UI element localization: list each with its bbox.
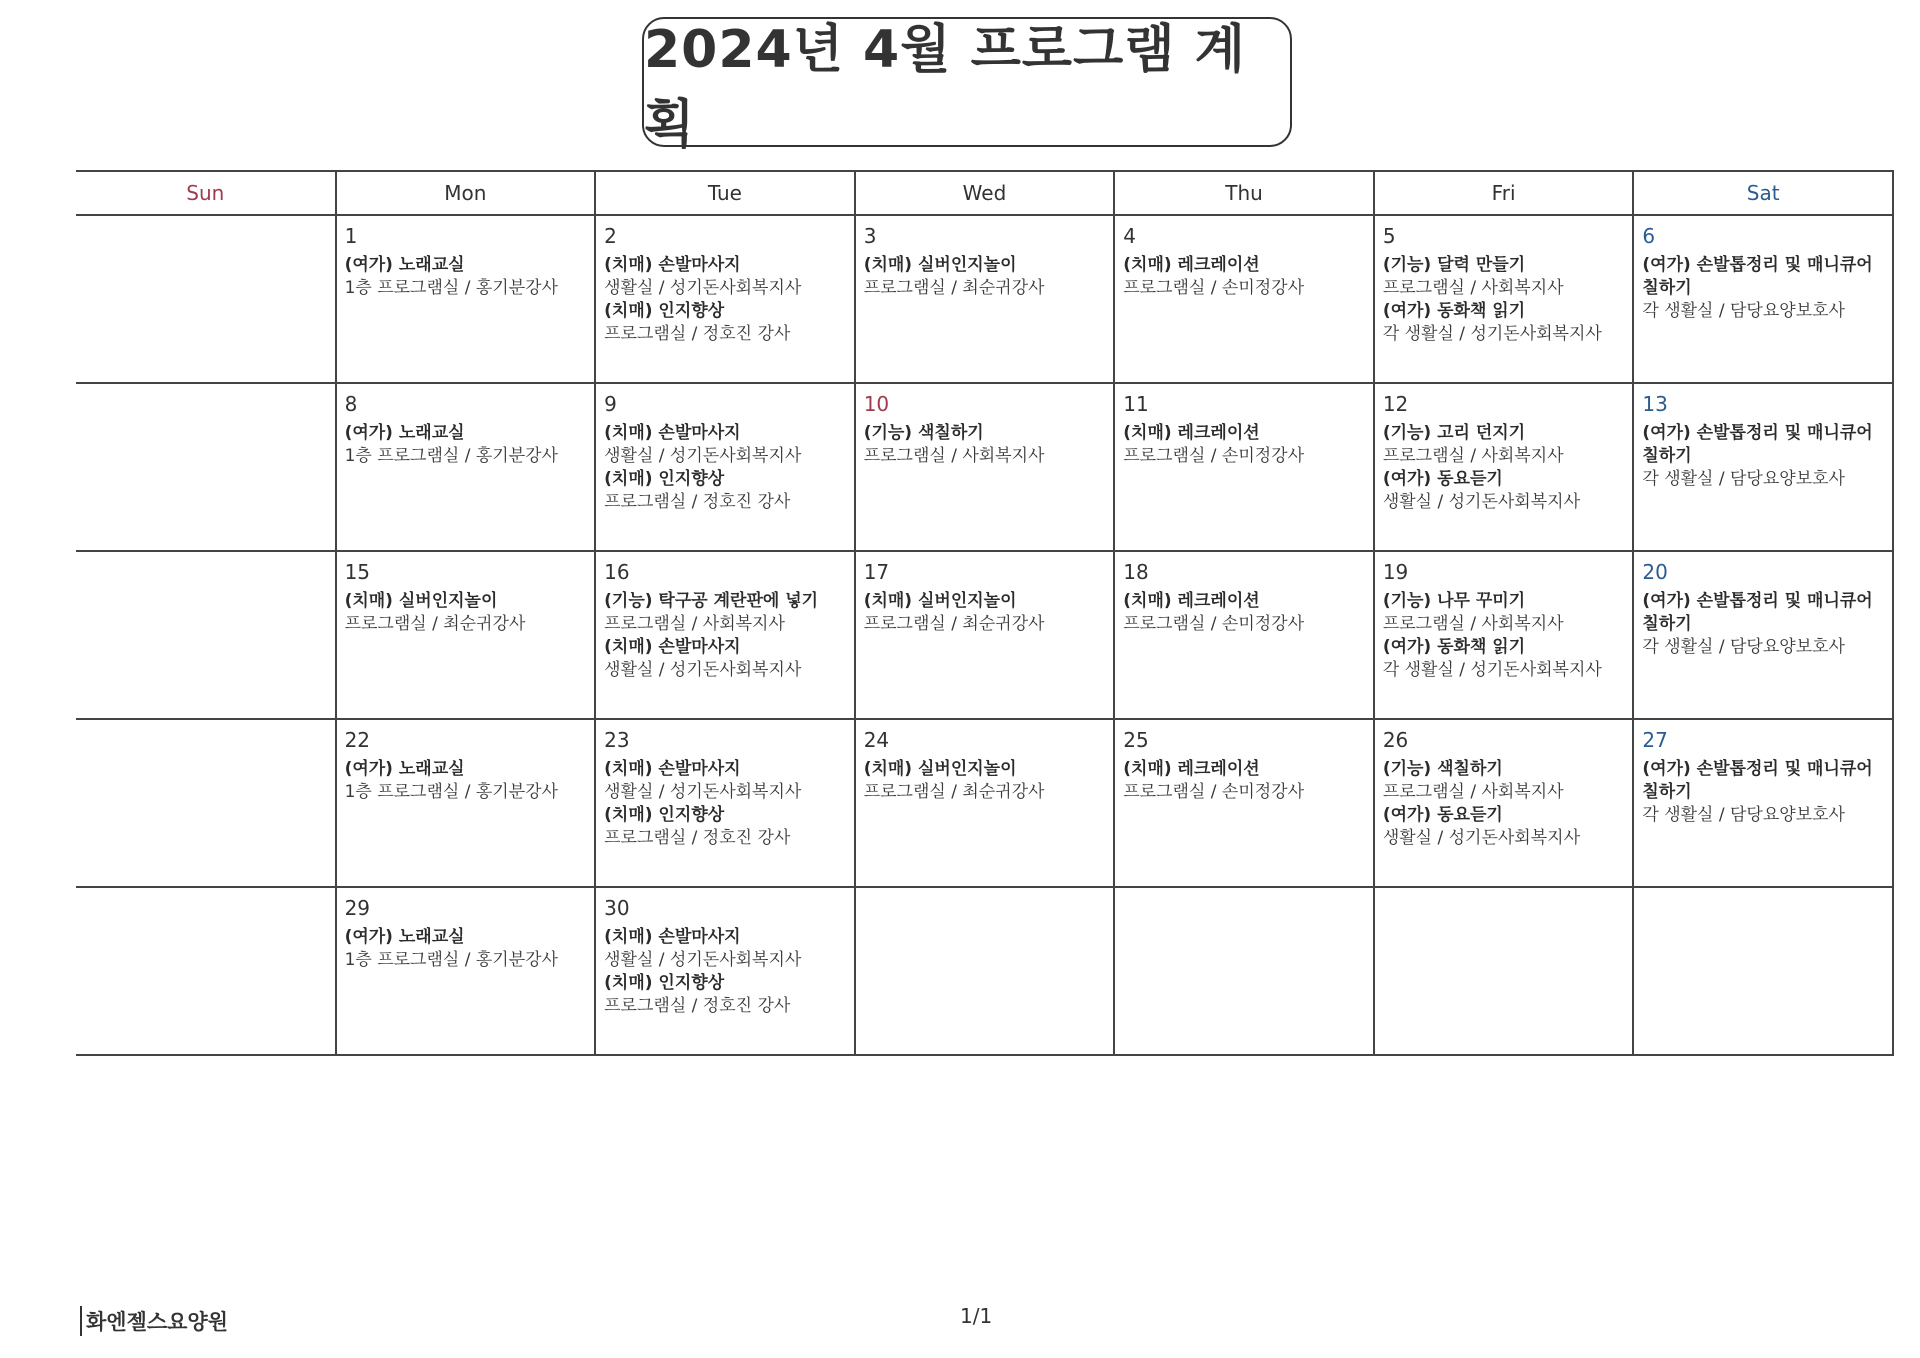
event-place: 각 생활실 / 담당요양보호사 [1642,301,1845,321]
day-cell [76,887,336,1055]
day-cell [76,215,336,383]
event-place: 프로그램실 / 손미정강사 [1123,446,1305,466]
event-title: (기능) 고리 던지기 [1382,423,1526,443]
event-title: (치매) 인지향상 [604,301,725,321]
day-number: 2 [604,224,617,248]
event-place: 프로그램실 / 정호진 강사 [604,492,791,512]
day-cell [855,383,1115,551]
day-cell [336,887,596,1055]
event-place: 생활실 / 성기돈사회복지사 [604,446,802,466]
day-number: 5 [1382,224,1396,248]
day-number: 16 [604,560,630,584]
event-place: 프로그램실 / 최순귀강사 [863,782,1045,802]
day-cell [76,383,336,551]
event-place: 프로그램실 / 손미정강사 [1123,278,1305,298]
day-cell [595,383,855,551]
day-number: 19 [1382,560,1409,584]
day-cell [76,551,336,719]
event-place: 각 생활실 / 담당요양보호사 [1642,469,1845,489]
weekday-fri: Fri [1374,171,1634,215]
weekday-header-row [76,171,1893,215]
event-place: 프로그램실 / 정호진 강사 [604,828,791,848]
week-row [76,215,1893,383]
day-number: 12 [1382,392,1409,416]
event-place: 프로그램실 / 사회복지사 [1382,278,1564,298]
day-cell [595,215,855,383]
week-row [76,887,1893,1055]
event-place: 생활실 / 성기돈사회복지사 [604,782,802,802]
event-title: (여가) 손발톱정리 및 매니큐어칠하기 [1642,591,1873,634]
week-row [76,551,1893,719]
event-title: (기능) 색칠하기 [1382,759,1503,779]
event-title: (치매) 레크레이션 [1123,591,1260,611]
event-place: 생활실 / 성기돈사회복지사 [604,950,802,970]
day-cell [1114,551,1374,719]
event-title: (기능) 나무 꾸미기 [1382,591,1526,611]
day-number: 30 [604,896,630,920]
day-number: 26 [1382,728,1409,752]
day-cell [1114,383,1374,551]
week-row [76,383,1893,551]
week-row [76,719,1893,887]
day-cell [76,719,336,887]
day-cell [1374,383,1634,551]
weekday-wed: Wed [855,171,1115,215]
event-place: 각 생활실 / 성기돈사회복지사 [1382,660,1602,680]
day-cell [595,551,855,719]
day-number: 15 [344,560,371,584]
event-title: (치매) 실버인지놀이 [863,591,1017,611]
title-box [642,17,1292,155]
event-title: (치매) 인지향상 [604,469,725,489]
event-place: 각 생활실 / 담당요양보호사 [1642,805,1845,825]
event-place: 프로그램실 / 손미정강사 [1123,782,1305,802]
day-cell [1114,719,1374,887]
event-title: (치매) 손발마사지 [604,759,741,779]
event-place: 생활실 / 성기돈사회복지사 [604,660,802,680]
day-number: 8 [344,392,358,416]
event-title: (치매) 실버인지놀이 [863,255,1017,275]
day-number: 23 [604,728,630,752]
event-title: (여가) 동요듣기 [1382,805,1503,825]
event-title: (기능) 탁구공 계란판에 넣기 [604,591,819,611]
event-place: 프로그램실 / 사회복지사 [863,446,1045,466]
day-cell [1633,551,1893,719]
event-title: (여가) 동요듣기 [1382,469,1503,489]
event-place: 각 생활실 / 성기돈사회복지사 [1382,324,1602,344]
day-number: 29 [344,896,371,920]
event-place: 프로그램실 / 손미정강사 [1123,614,1305,634]
event-title: (치매) 손발마사지 [604,637,741,657]
event-title: (치매) 손발마사지 [604,423,741,443]
day-cell [595,887,855,1055]
day-cell [1374,215,1634,383]
day-cell [336,383,596,551]
event-title: (여가) 노래교실 [344,759,465,779]
event-place: 생활실 / 성기돈사회복지사 [1382,492,1580,512]
day-number: 18 [1123,560,1149,584]
day-cell [1114,215,1374,383]
day-cell [855,215,1115,383]
day-number: 22 [344,728,371,752]
event-place: 1층 프로그램실 / 홍기분강사 [344,782,558,802]
event-title: (치매) 인지향상 [604,973,725,993]
event-place: 프로그램실 / 정호진 강사 [604,324,791,344]
event-title: (치매) 레크레이션 [1123,759,1260,779]
event-title: (여가) 노래교실 [344,927,465,947]
event-title: (여가) 손발톱정리 및 매니큐어칠하기 [1642,423,1873,466]
event-place: 프로그램실 / 사회복지사 [1382,614,1564,634]
event-place: 프로그램실 / 최순귀강사 [863,614,1045,634]
event-place: 프로그램실 / 사회복지사 [1382,446,1564,466]
event-title: (치매) 인지향상 [604,805,725,825]
event-place: 프로그램실 / 정호진 강사 [604,996,791,1016]
event-title: (치매) 손발마사지 [604,927,741,947]
day-cell [336,719,596,887]
day-number: 10 [863,392,890,416]
day-cell [1633,383,1893,551]
event-title: (여가) 노래교실 [344,255,465,275]
event-place: 프로그램실 / 사회복지사 [1382,782,1564,802]
day-cell [1633,719,1893,887]
day-cell [336,215,596,383]
event-place: 1층 프로그램실 / 홍기분강사 [344,446,558,466]
weekday-mon: Mon [336,171,596,215]
day-number: 9 [604,392,617,416]
day-number: 17 [863,560,890,584]
event-title: (여가) 노래교실 [344,423,465,443]
footer-page-number: 1/1 [960,1304,993,1328]
day-cell [1374,887,1634,1055]
day-number: 24 [863,728,890,752]
event-place: 프로그램실 / 최순귀강사 [344,614,526,634]
day-number: 4 [1123,224,1136,248]
day-number: 25 [1123,728,1149,752]
weekday-sat: Sat [1633,171,1893,215]
event-title: (기능) 달력 만들기 [1382,255,1526,275]
event-place: 프로그램실 / 사회복지사 [604,614,785,634]
event-place: 생활실 / 성기돈사회복지사 [604,278,802,298]
day-cell [1374,719,1634,887]
day-cell [1633,887,1893,1055]
page-title: 2024년 4월 프로그램 계획 [644,20,1246,155]
day-cell [855,551,1115,719]
day-number: 1 [344,224,358,248]
event-title: (여가) 동화책 읽기 [1382,301,1526,321]
calendar-table [76,170,1894,1056]
day-number: 6 [1642,224,1656,248]
day-cell [1374,551,1634,719]
event-title: (치매) 실버인지놀이 [344,591,498,611]
day-cell [1114,887,1374,1055]
footer-org: 화엔젤스요양원 [80,1306,228,1336]
day-number: 3 [863,224,877,248]
event-place: 생활실 / 성기돈사회복지사 [1382,828,1580,848]
event-title: (여가) 손발톱정리 및 매니큐어칠하기 [1642,255,1873,298]
day-number: 20 [1642,560,1668,584]
day-cell [855,887,1115,1055]
day-cell [855,719,1115,887]
day-number: 11 [1123,392,1149,416]
event-title: (치매) 레크레이션 [1123,255,1260,275]
event-place: 1층 프로그램실 / 홍기분강사 [344,278,558,298]
day-cell [1633,215,1893,383]
event-title: (여가) 손발톱정리 및 매니큐어칠하기 [1642,759,1873,802]
weekday-sun: Sun [76,171,336,215]
day-cell [595,719,855,887]
event-title: (기능) 색칠하기 [863,423,984,443]
event-place: 1층 프로그램실 / 홍기분강사 [344,950,558,970]
day-number: 13 [1642,392,1668,416]
event-place: 프로그램실 / 최순귀강사 [863,278,1045,298]
event-title: (치매) 실버인지놀이 [863,759,1017,779]
event-place: 각 생활실 / 담당요양보호사 [1642,637,1845,657]
event-title: (여가) 동화책 읽기 [1382,637,1526,657]
weekday-thu: Thu [1114,171,1374,215]
day-number: 27 [1642,728,1668,752]
day-cell [336,551,596,719]
event-title: (치매) 레크레이션 [1123,423,1260,443]
event-title: (치매) 손발마사지 [604,255,741,275]
weekday-tue: Tue [595,171,855,215]
calendar-body [76,215,1893,1055]
